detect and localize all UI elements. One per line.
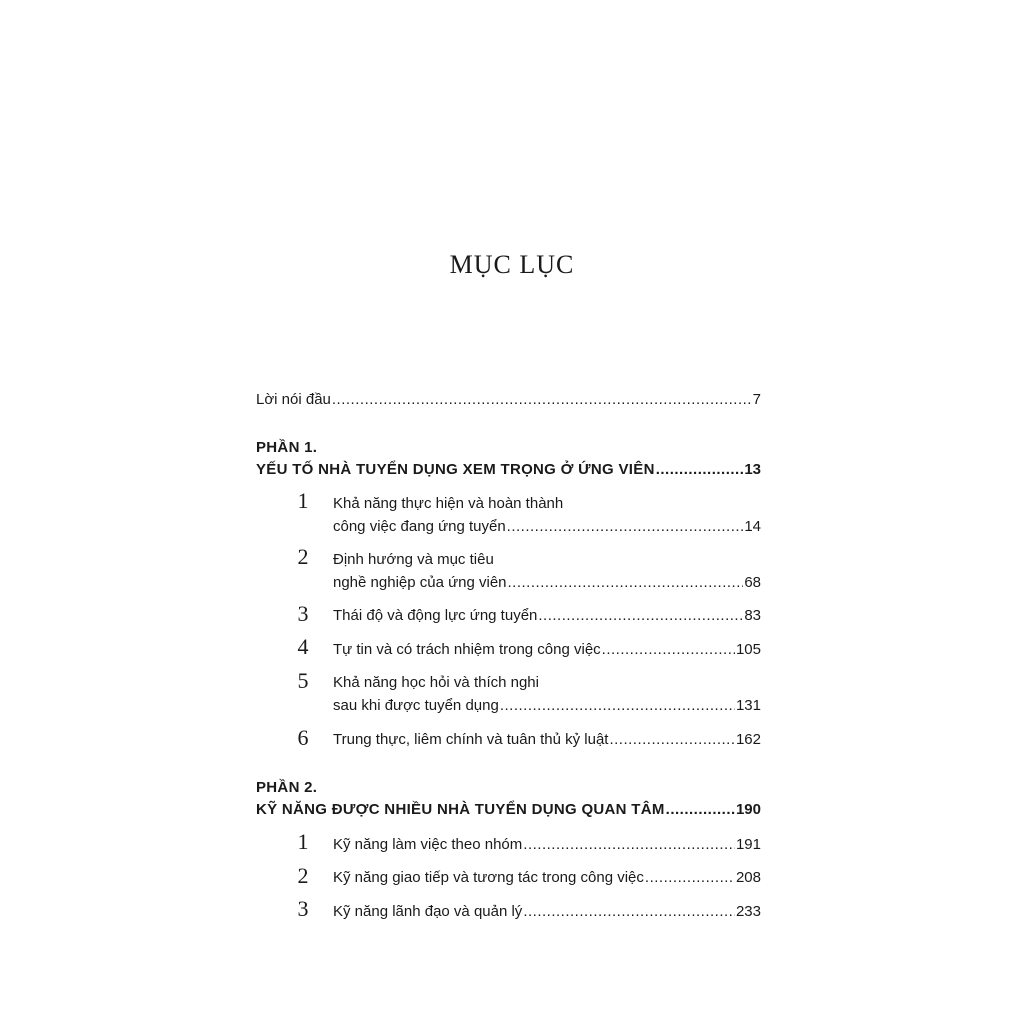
toc-entry-line: Khả năng học hỏi và thích nghi	[333, 674, 539, 691]
toc-entry-chapter	[333, 836, 761, 853]
toc-entry-chapter	[333, 869, 761, 886]
dot-leader	[508, 574, 744, 591]
toc-entry-chapter	[333, 697, 761, 714]
dot-leader	[602, 641, 735, 658]
dot-leader	[507, 518, 744, 535]
part-label: PHẦN 2.	[256, 779, 318, 796]
part-label: PHẦN 1.	[256, 439, 318, 456]
toc-entry-chapter	[333, 731, 761, 748]
toc-entry-label: Kỹ năng làm việc theo nhóm	[333, 836, 523, 853]
toc-page-number: 14	[744, 518, 761, 535]
dot-leader	[500, 697, 735, 714]
chapter-number: 1	[297, 488, 309, 513]
chapter-number: 4	[297, 634, 309, 659]
chapter-number: 2	[297, 863, 309, 888]
toc-page-number: 191	[735, 836, 761, 853]
toc-page-number: 83	[744, 607, 761, 624]
toc-page-number: 208	[735, 869, 761, 886]
dot-leader	[523, 836, 735, 853]
dot-leader	[609, 731, 735, 748]
toc-entry-label: công việc đang ứng tuyển	[333, 518, 506, 535]
dot-leader	[332, 391, 752, 408]
toc-page-number: 68	[744, 574, 761, 591]
toc-entry-part-1	[256, 461, 761, 478]
toc-page-number: 190	[735, 801, 761, 818]
toc-entry-chapter	[333, 574, 761, 591]
toc-entry-label: Tự tin và có trách nhiệm trong công việc	[333, 641, 601, 658]
page-title: MỤC LỤC	[449, 250, 575, 279]
toc-entry-label: Kỹ năng lãnh đạo và quản lý	[333, 903, 523, 920]
toc-entry-label: nghề nghiệp của ứng viên	[333, 574, 507, 591]
part-title: YẾU TỐ NHÀ TUYỂN DỤNG XEM TRỌNG Ở ỨNG VIÊN	[256, 461, 655, 478]
toc-entry-preface	[256, 391, 761, 408]
toc-entry-label: sau khi được tuyển dụng	[333, 697, 499, 714]
toc-page-number: 13	[744, 461, 761, 478]
chapter-number: 1	[297, 829, 309, 854]
toc-page-number: 233	[735, 903, 761, 920]
toc-entry-label: Trung thực, liêm chính và tuân thủ kỷ luật	[333, 731, 609, 748]
dot-leader	[656, 461, 744, 478]
toc-page-number: 105	[735, 641, 761, 658]
toc-entry-line: Khả năng thực hiện và hoàn thành	[333, 495, 564, 512]
chapter-number: 3	[297, 601, 309, 626]
chapter-number: 5	[297, 668, 309, 693]
toc-entry-chapter	[333, 607, 761, 624]
dot-leader	[538, 607, 743, 624]
part-title: KỸ NĂNG ĐƯỢC NHIỀU NHÀ TUYỂN DỤNG QUAN TÂM	[256, 801, 665, 818]
toc-page-number: 131	[735, 697, 761, 714]
dot-leader	[645, 869, 735, 886]
toc-entry-label: Kỹ năng giao tiếp và tương tác trong công việc	[333, 869, 644, 886]
toc-entry-chapter	[333, 641, 761, 658]
toc-entry-part-2	[256, 801, 761, 818]
toc-entry-line: Định hướng và mục tiêu	[333, 551, 494, 568]
chapter-number: 2	[297, 544, 309, 569]
toc-entry-label: Thái độ và động lực ứng tuyển	[333, 607, 538, 624]
toc-entry-chapter	[333, 518, 761, 535]
toc-entry-label: Lời nói đầu	[256, 391, 331, 408]
chapter-number: 6	[297, 725, 309, 750]
toc-entry-chapter	[333, 903, 761, 920]
dot-leader	[523, 903, 735, 920]
dot-leader	[666, 801, 735, 818]
toc-page-number: 7	[752, 391, 761, 408]
chapter-number: 3	[297, 896, 309, 921]
toc-page-number: 162	[735, 731, 761, 748]
